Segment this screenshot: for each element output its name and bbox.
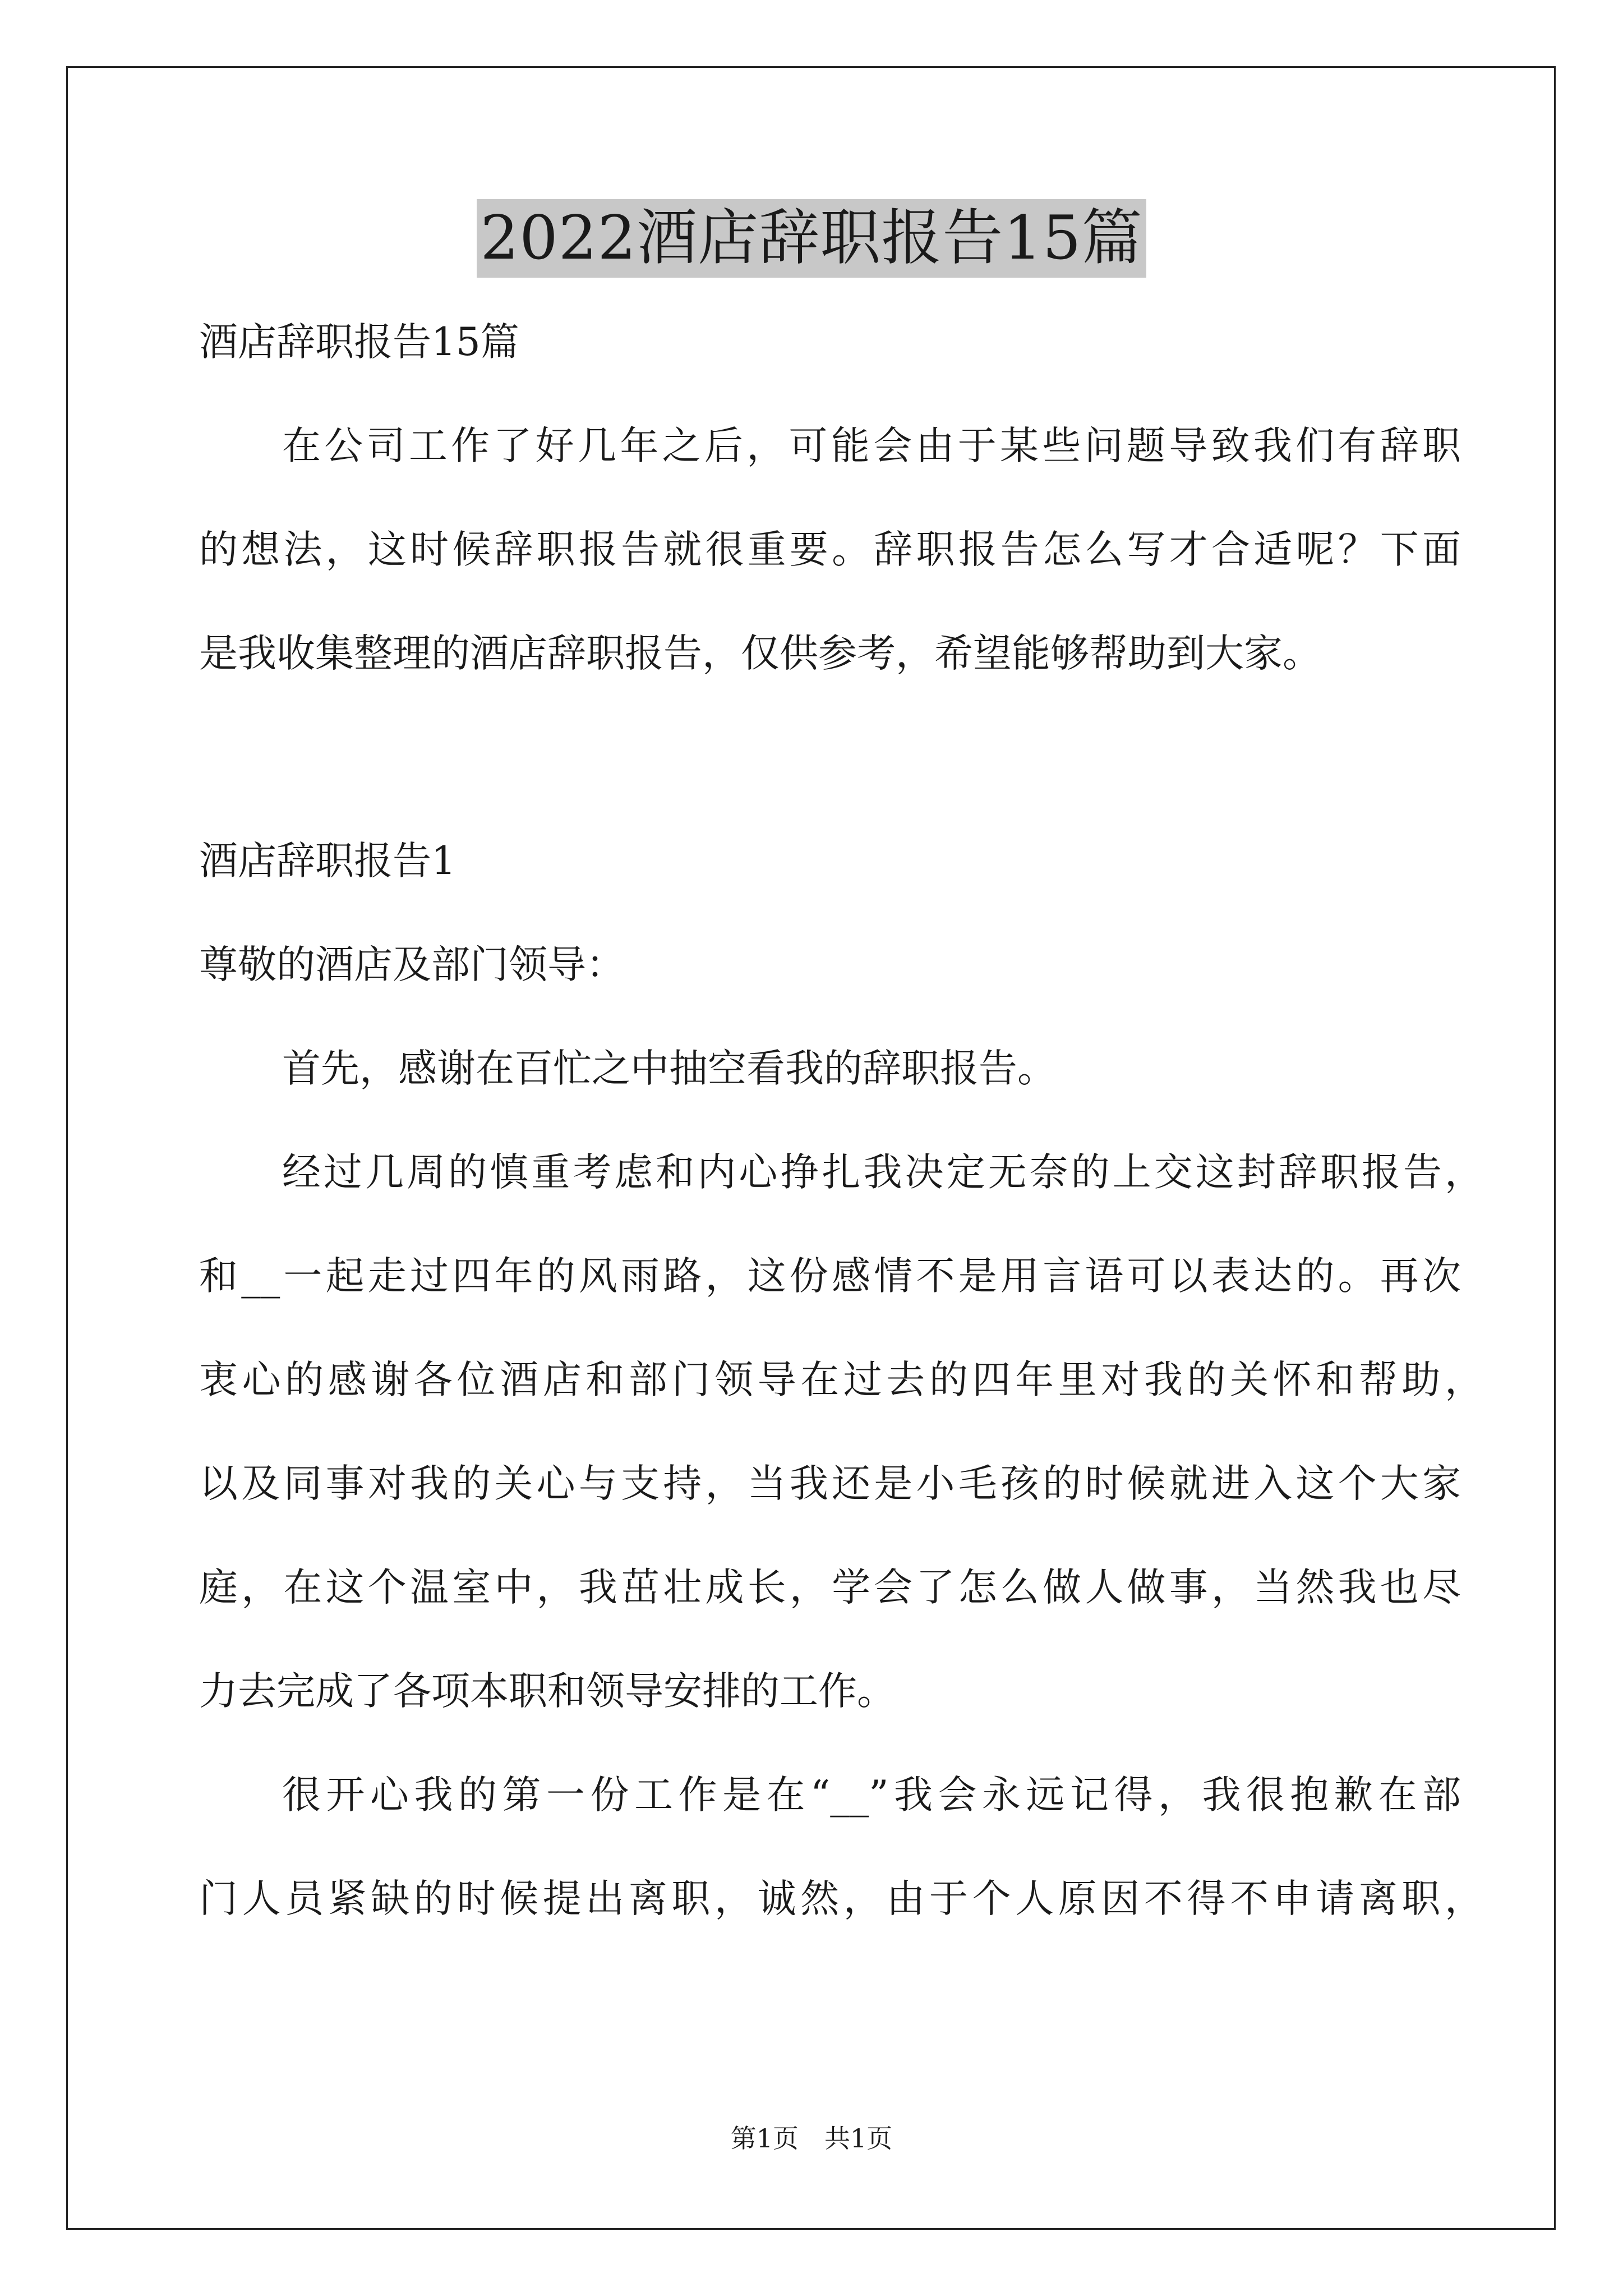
intro-line: 在公司工作了好几年之后，可能会由于某些问题导致我们有辞职: [282, 424, 1461, 468]
paragraph-line: 首先，感谢在百忙之中抽空看我的辞职报告。: [282, 1046, 1056, 1091]
title-container: [0, 199, 1623, 278]
page-footer: [0, 2122, 1623, 2155]
paragraph-line: 力去完成了各项本职和领导安排的工作。: [199, 1669, 896, 1714]
paragraph-line: 庭，在这个温室中，我茁壮成长，学会了怎么做人做事，当然我也尽: [199, 1565, 1461, 1610]
intro-line: 的想法，这时候辞职报告就很重要。辞职报告怎么写才合适呢？下面: [199, 527, 1461, 572]
paragraph-line: 门人员紧缺的时候提出离职，诚然，由于个人原因不得不申请离职，: [199, 1876, 1483, 1921]
document-subtitle: 酒店辞职报告15篇: [199, 320, 519, 365]
salutation: 尊敬的酒店及部门领导：: [199, 942, 625, 987]
paragraph-line: 衷心的感谢各位酒店和部门领导在过去的四年里对我的关怀和帮助，: [199, 1358, 1483, 1402]
section-heading: 酒店辞职报告1: [199, 839, 456, 884]
document-title: 2022酒店辞职报告15篇: [477, 199, 1146, 278]
paragraph-line: 以及同事对我的关心与支持，当我还是小毛孩的时候就进入这个大家: [199, 1461, 1461, 1506]
paragraph-line: 经过几周的慎重考虑和内心挣扎我决定无奈的上交这封辞职报告，: [282, 1150, 1483, 1195]
intro-line: 是我收集整理的酒店辞职报告，仅供参考，希望能够帮助到大家。: [199, 631, 1321, 676]
paragraph-line: 很开心我的第一份工作是在“__”我会永远记得，我很抱歉在部: [282, 1773, 1461, 1818]
page-number: 第1页: [730, 2123, 799, 2154]
page-total: 共1页: [824, 2123, 893, 2154]
paragraph-line: 和__一起走过四年的风雨路，这份感情不是用言语可以表达的。再次: [199, 1254, 1461, 1299]
